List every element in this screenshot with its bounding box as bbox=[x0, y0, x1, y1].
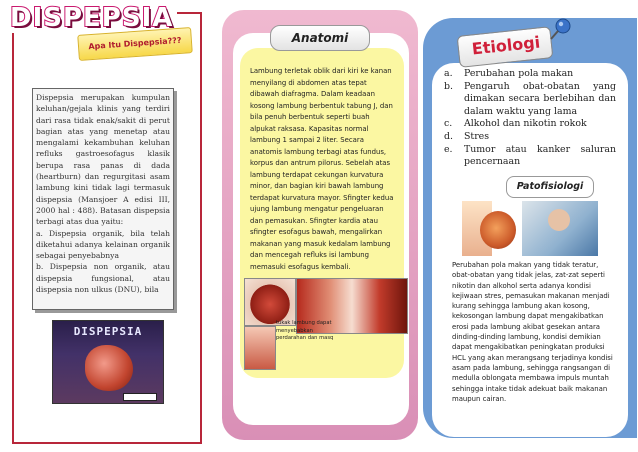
list-item bbox=[444, 131, 616, 144]
definition-organic: a. Dispepsia organik, bila telah diketahui adanya kelainan organik sebagai penyebabnya bbox=[36, 228, 170, 261]
list-text: Stres bbox=[464, 130, 490, 142]
question-ribbon: Apa Itu Dispepsia??? bbox=[77, 27, 193, 61]
list-marker: e. bbox=[444, 143, 453, 155]
ulcer-detail-image bbox=[244, 326, 276, 370]
patofisiologi-heading: Patofisiologi bbox=[506, 176, 594, 198]
stomach-icon bbox=[85, 345, 133, 391]
list-item bbox=[444, 81, 616, 119]
anatomi-text: Lambung terletak oblik dari kiri ke kanan menyilang di abdomen atas tepat dibawah diafragma. Dalam keadaan kosong lambung berbentuk tabung J, dan bila penuh berbentuk seperti buah alpukat raksasa. Kapasitas normal lambung 1 sampai 2 liter. Secara anatomis lambung terbagi atas fundus, korpus dan antrum pilorus. Sebelah atas lambung terdapat cekungan kurvatura minor, dan bagian kiri bawah lambung terdapat kurvatura mayor. Sfingter kedua ujung lambung mengatur pengeluaran dan pemasukan. Sfingter kardia atau sfingter esofagus bawah, mengalirkan makanan yang masuk kedalam lambung dan mencegah refluks isi lambung memasuki esofagus kembali. bbox=[250, 67, 394, 271]
list-text: Tumor atau kanker saluran pencernaan bbox=[464, 143, 616, 168]
list-text: Pengaruh obat-obatan yang dimakan secara berlebihan dan dalam waktu yang lama bbox=[464, 80, 616, 117]
list-item bbox=[444, 144, 616, 169]
etiologi-heading: Etiologi bbox=[470, 32, 541, 59]
list-marker: b. bbox=[444, 80, 453, 92]
list-item bbox=[444, 118, 616, 131]
list-marker: d. bbox=[444, 130, 453, 142]
person-head bbox=[548, 209, 570, 231]
stomach-illustration bbox=[52, 320, 164, 404]
anatomi-heading: Anatomi bbox=[270, 25, 370, 51]
page-title: DISPEPSIA bbox=[6, 3, 177, 33]
illustration-label: DISPEPSIA bbox=[73, 325, 143, 338]
list-marker: c. bbox=[444, 118, 453, 130]
stomach-ulcer-image bbox=[244, 278, 296, 326]
list-text: Perubahan pola makan bbox=[464, 68, 574, 79]
list-marker: a. bbox=[444, 68, 453, 79]
definition-paragraph: Dispepsia merupakan kumpulan keluhan/gejala klinis yang terdiri dari rasa tidak enak/sakit di perut bagian atas yang menetap atau mengalami kekambuhan keluhan refluks gastroesofagus klasik berupa rasa panas di dada (heartburn) dan regurgitasi asam lambung kini tidak lagi termasuk dispepsia (Mansjoer A edisi III, 2000 hal : 488). Batasan dispepsia terbagi atas dua yaitu: bbox=[36, 93, 170, 227]
stomach-overlay-icon bbox=[480, 211, 516, 249]
patofisiologi-text: Perubahan pola makan yang tidak teratur, obat-obatan yang tidak jelas, zat-zat seperti nikotin dan alkohol serta adanya kondisi kejiwaan stres, pemasukan makanan menjadi kurang sehingga lambung akan kosong, kekosongan lambung dapat mengakibatkan erosi pada lambung akibat gesekan antara dinding-dinding lambung, kondisi demikian dapat mengakibatkan peningkatan produksi HCL yang akan merangsang terjadinya kondisi asam pada lambung, sehingga rangsangan di medulla oblongata membawa impuls muntah sehingga intake tidak adekuat baik makanan maupun cairan. bbox=[452, 261, 613, 403]
pin-icon bbox=[548, 17, 574, 41]
list-text: Alkohol dan nikotin rokok bbox=[464, 118, 587, 130]
list-item bbox=[444, 68, 616, 81]
stomach-pain-photo bbox=[462, 201, 598, 256]
definition-box bbox=[32, 88, 174, 310]
image-caption: tukak lambung dapat menyebabkan perdarahan dan masq bbox=[276, 320, 334, 341]
scale-bar bbox=[123, 393, 157, 401]
etiologi-list bbox=[444, 68, 616, 169]
definition-non-organic: b. Dispepsia non organik, atau dispepsia fungsional, atau dispepsia non ulkus (DNU), bila bbox=[36, 262, 170, 295]
